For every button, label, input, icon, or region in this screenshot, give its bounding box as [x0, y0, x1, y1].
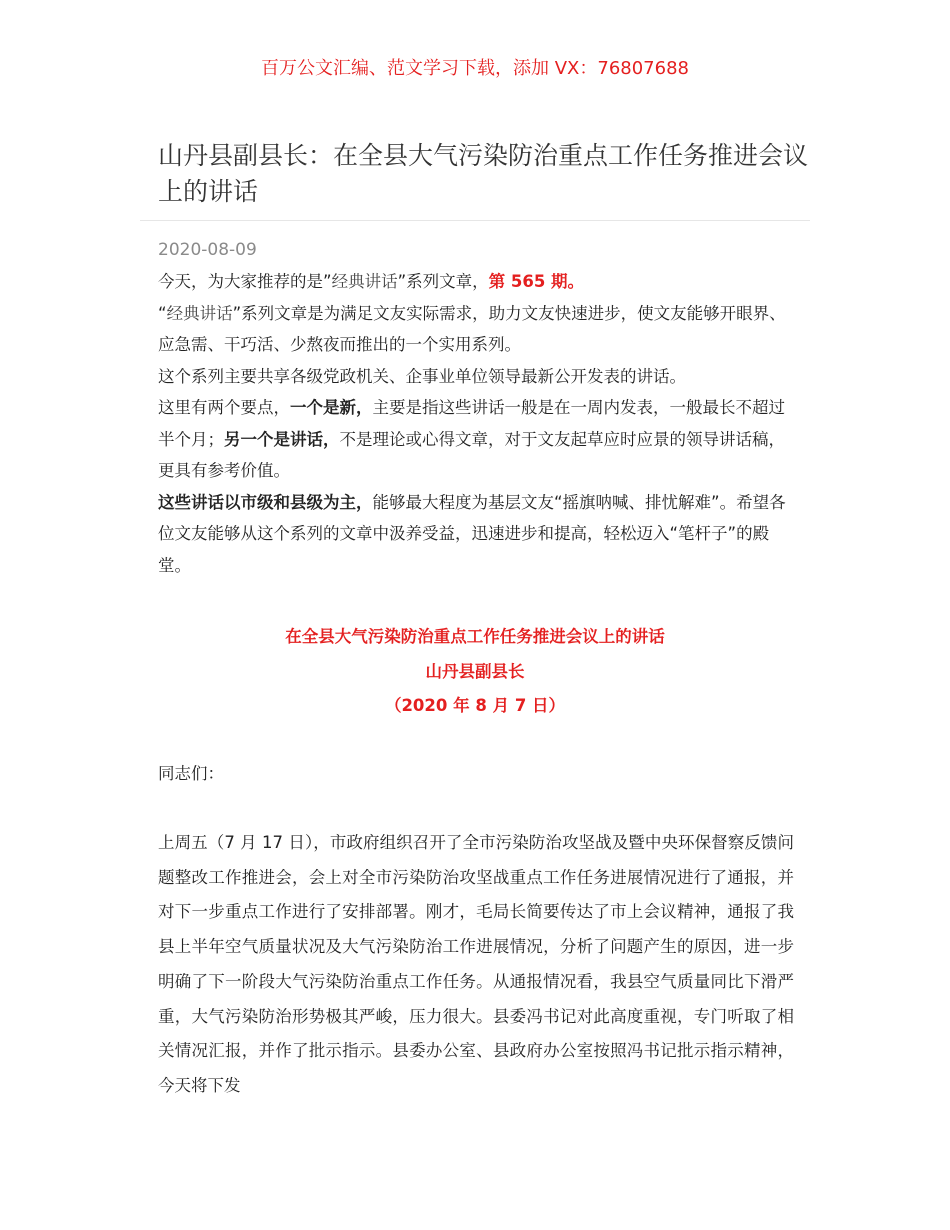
series-name: 经典讲话 [331, 272, 398, 291]
intro-text: 这里有两个要点， [158, 398, 290, 417]
issue-number: 第 565 期。 [488, 272, 585, 291]
intro-paragraph-5 [158, 487, 794, 582]
intro-text: 主要是指这些讲话一般是在一周内发表，一般最长不超过半个月； [158, 398, 785, 449]
intro-text: 能够最大程度为基层文友“摇旗呐喊、排忧解难”。希望各位文友能够从这个系列的文章中汲养受益，迅速进步和提高，轻松迈入“笔杆子”的殿堂。 [158, 492, 786, 575]
title-divider [140, 220, 810, 221]
series-name: 经典讲话 [166, 303, 233, 323]
speech-date: （2020 年 8 月 7 日） [384, 696, 566, 715]
speech-heading: 在全县大气污染防治重点工作任务推进会议上的讲话 [285, 627, 665, 646]
speech-greeting: 同志们： [158, 764, 224, 783]
intro-paragraph-3: 这个系列主要共享各级党政机关、企事业单位领导最新公开发表的讲话。 [158, 366, 686, 386]
key-point-level: 这些讲话以市级和县级为主， [158, 492, 373, 512]
intro-text: ”系列文章， [397, 272, 489, 291]
series-intro [158, 266, 794, 581]
speech-header [0, 620, 950, 724]
promo-banner: 百万公文汇编、范文学习下载，添加 VX：76807688 [261, 58, 689, 79]
key-point-new: 一个是新， [290, 398, 373, 417]
intro-paragraph-4 [158, 392, 794, 487]
article-title: 山丹县副县长：在全县大气污染防治重点工作任务推进会议上的讲话 [158, 141, 809, 206]
key-point-speech: 另一个是讲话， [224, 429, 340, 449]
intro-paragraph-2 [158, 298, 794, 361]
intro-text: ”系列文章是为满足文友实际需求，助力文友快速进步，使文友能够开眼界、应急需、干巧活、少熬夜而推出的一个实用系列。 [158, 303, 786, 354]
intro-text: 今天，为大家推荐的是” [158, 272, 332, 291]
speech-paragraph: 上周五（7 月 17 日），市政府组织召开了全市污染防治攻坚战及暨中央环保督察反馈问题整改工作推进会，会上对全市污染防治攻坚战重点工作任务进展情况进行了通报，并对下一步重点工作进行了安排部署。刚才，毛局长简要传达了市上会议精神，通报了我县上半年空气质量状况及大气污染防治工作进展情况，分析了问题产生的原因，进一步明确了下一阶段大气污染防治重点工作任务。从通报情况看，我县空气质量同比下滑严重，大气污染防治形势极其严峻，压力很大。县委冯书记对此高度重视，专门听取了相关情况汇报，并作了批示指示。县委办公室、县政府办公室按照冯书记批示指示精神，今天将下发 [158, 833, 794, 1095]
intro-text: “ [158, 303, 167, 323]
speech-speaker: 山丹县副县长 [425, 661, 525, 681]
intro-text: 不是理论或心得文章，对于文友起草应时应景的领导讲话稿，更具有参考价值。 [158, 429, 785, 480]
article-date: 2020-08-09 [158, 240, 257, 260]
intro-paragraph-1 [158, 266, 794, 298]
